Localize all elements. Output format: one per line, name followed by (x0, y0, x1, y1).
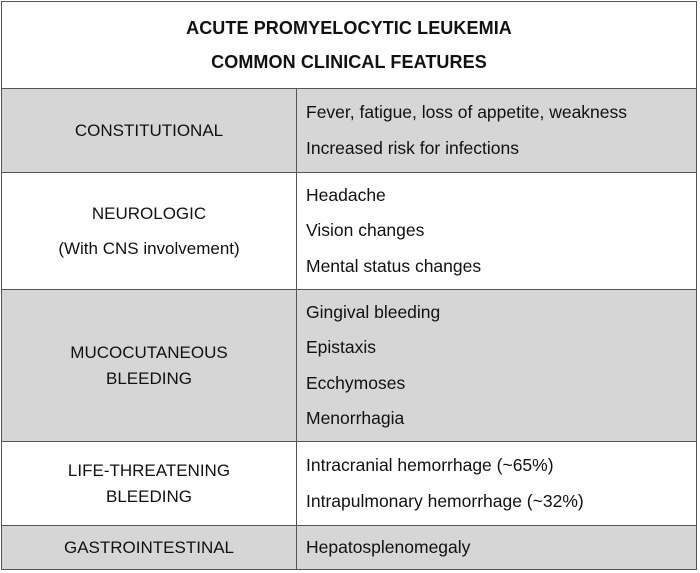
category-label: BLEEDING (106, 368, 192, 388)
category-label: CONSTITUTIONAL (74, 120, 224, 140)
features-cell (297, 526, 696, 569)
features-cell (297, 290, 696, 441)
feature-item: Hepatosplenomegaly (306, 536, 471, 557)
feature-item: Ecchymoses (306, 372, 406, 393)
table-row-life-threatening-bleeding (2, 442, 696, 526)
table-title (2, 2, 696, 89)
category-label: LIFE-THREATENING (67, 460, 231, 480)
title-line-1: ACUTE PROMYELOCYTIC LEUKEMIA (186, 18, 512, 38)
feature-item: Increased risk for infections (306, 137, 520, 158)
table-row-mucocutaneous-bleeding (2, 290, 696, 442)
table-row-constitutional (2, 89, 696, 173)
category-cell (2, 442, 297, 525)
category-cell (2, 526, 297, 569)
category-cell (2, 89, 297, 172)
category-label: BLEEDING (106, 486, 192, 506)
category-cell (2, 290, 297, 441)
category-label: GASTROINTESTINAL (63, 537, 235, 557)
category-sublabel: (With CNS involvement) (58, 238, 240, 258)
table-row-neurologic (2, 173, 696, 290)
feature-item: Intracranial hemorrhage (~65%) (306, 455, 554, 475)
features-cell (297, 89, 696, 172)
feature-item: Menorrhagia (306, 408, 405, 428)
feature-item: Intrapulmonary hemorrhage (~32%) (306, 490, 584, 511)
clinical-features-table (1, 1, 697, 570)
feature-item: Epistaxis (306, 337, 377, 357)
feature-item: Fever, fatigue, loss of appetite, weakness (306, 102, 628, 122)
category-label: MUCOCUTANEOUS (70, 342, 228, 362)
table-row-gastrointestinal (2, 526, 696, 569)
title-line-2: COMMON CLINICAL FEATURES (211, 52, 487, 72)
category-label: NEUROLOGIC (91, 203, 207, 223)
category-cell (2, 173, 297, 289)
features-cell (297, 442, 696, 525)
features-cell (297, 173, 696, 289)
feature-item: Mental status changes (306, 255, 482, 276)
feature-item: Vision changes (306, 220, 425, 241)
feature-item: Gingival bleeding (306, 301, 441, 322)
feature-item: Headache (306, 184, 386, 205)
